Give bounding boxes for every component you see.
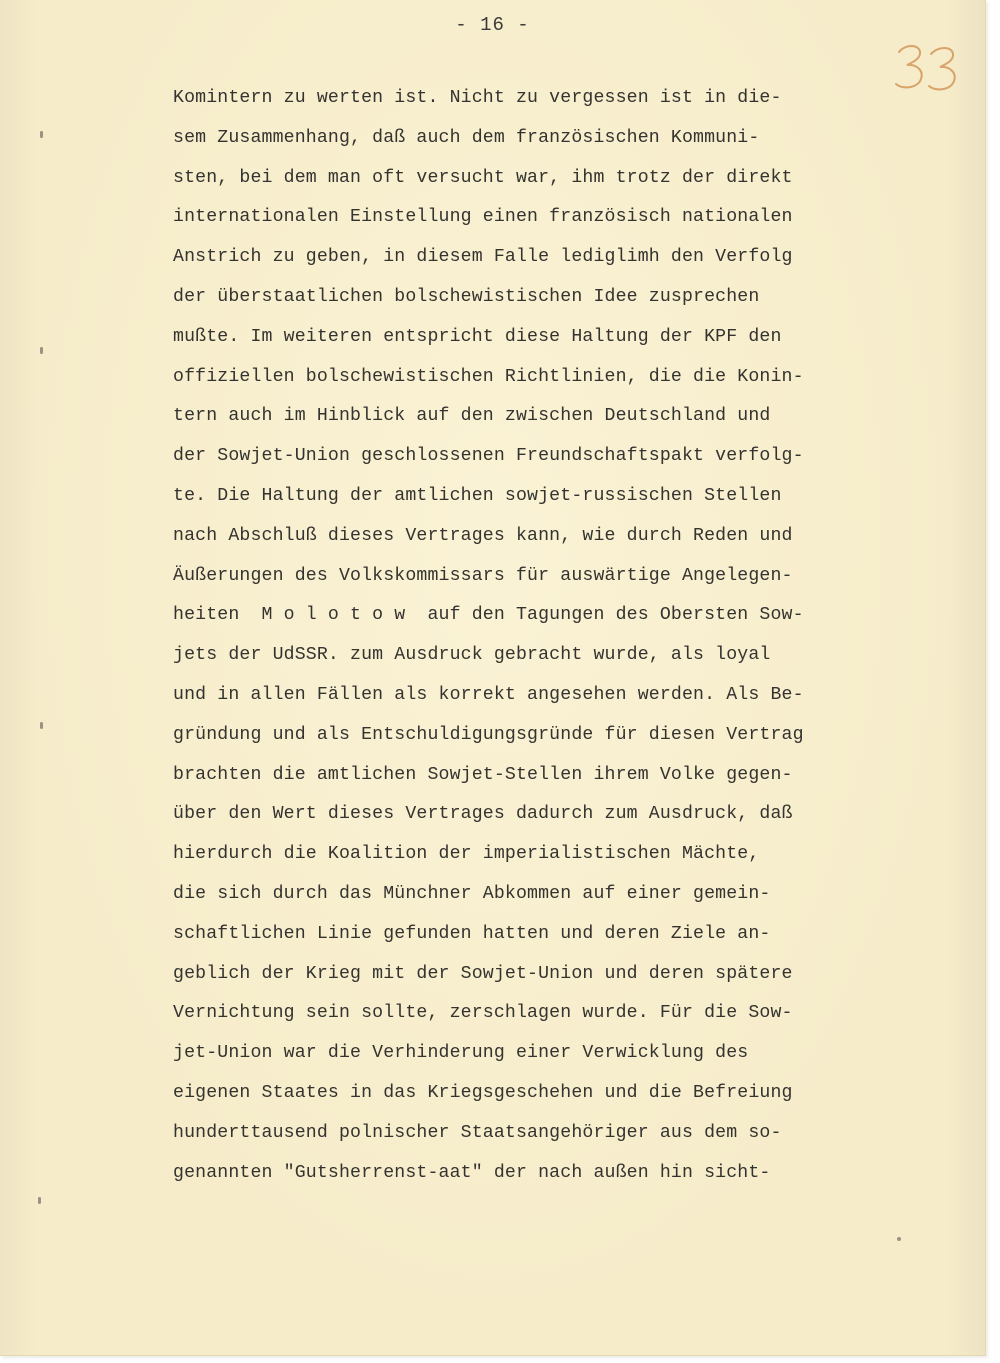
text-line: hierdurch die Koalition der imperialistischen Mächte, xyxy=(173,844,760,865)
text-line: te. Die Haltung der amtlichen sowjet-russischen Stellen xyxy=(173,485,782,506)
text-line: eigenen Staates in das Kriegsgeschehen und die Befreiung xyxy=(173,1082,793,1103)
text-line: sten, bei dem man oft versucht war, ihm trotz der direkt xyxy=(173,167,793,188)
text-line: jet-Union war die Verhinderung einer Verwicklung des xyxy=(173,1043,749,1064)
text-line: genannten "Gutsherrenst-aat" der nach außen hin sicht- xyxy=(173,1162,771,1183)
folio-mark xyxy=(893,38,973,98)
text-line: Komintern zu werten ist. Nicht zu vergessen ist in die- xyxy=(173,88,782,108)
text-line: internationalen Einstellung einen französisch nationalen xyxy=(173,207,793,228)
text-line: schaftlichen Linie gefunden hatten und deren Ziele an- xyxy=(173,923,771,944)
text-line: gründung und als Entschuldigungsgründe für diesen Vertrag xyxy=(173,724,804,745)
text-line: und in allen Fällen als korrekt angesehen werden. Als Be- xyxy=(173,684,804,705)
text-line: Äußerungen des Volkskommissars für auswärtige Angelegen- xyxy=(173,565,793,586)
page-number: - 16 - xyxy=(455,14,530,36)
text-line: hunderttausend polnischer Staatsangehöriger aus dem so- xyxy=(173,1122,782,1143)
text-line: brachten die amtlichen Sowjet-Stellen ihrem Volke gegen- xyxy=(173,764,793,785)
text-line: der überstaatlichen bolschewistischen Idee zusprechen xyxy=(173,286,760,307)
text-line: nach Abschluß dieses Vertrages kann, wie durch Reden und xyxy=(173,525,793,546)
text-line: sem Zusammenhang, daß auch dem französischen Kommuni- xyxy=(173,127,760,148)
body-text xyxy=(173,79,873,1193)
paper-speck xyxy=(40,347,43,354)
paper-speck xyxy=(897,1237,901,1241)
text-line: der Sowjet-Union geschlossenen Freundschaftspakt verfolg- xyxy=(173,446,804,467)
text-line: die sich durch das Münchner Abkommen auf einer gemein- xyxy=(173,883,771,904)
paper-speck xyxy=(40,131,43,138)
text-line: offiziellen bolschewistischen Richtlinien, die die Konin- xyxy=(173,366,804,387)
paper-speck xyxy=(40,722,43,729)
text-line: mußte. Im weiteren entspricht diese Haltung der KPF den xyxy=(173,326,782,347)
text-line: Anstrich zu geben, in diesem Falle lediglimh den Verfolg xyxy=(173,247,793,268)
text-line: geblich der Krieg mit der Sowjet-Union und deren spätere xyxy=(173,963,793,984)
text-line: über den Wert dieses Vertrages dadurch zum Ausdruck, daß xyxy=(173,804,793,825)
paper-speck xyxy=(38,1197,41,1204)
text-line: tern auch im Hinblick auf den zwischen Deutschland und xyxy=(173,406,771,427)
text-line: heiten M o l o t o w auf den Tagungen des Obersten Sow- xyxy=(173,605,804,626)
text-line: Vernichtung sein sollte, zerschlagen wurde. Für die Sow- xyxy=(173,1003,793,1024)
text-line: jets der UdSSR. zum Ausdruck gebracht wurde, als loyal xyxy=(173,645,771,666)
handwritten-folio-33 xyxy=(893,38,973,98)
